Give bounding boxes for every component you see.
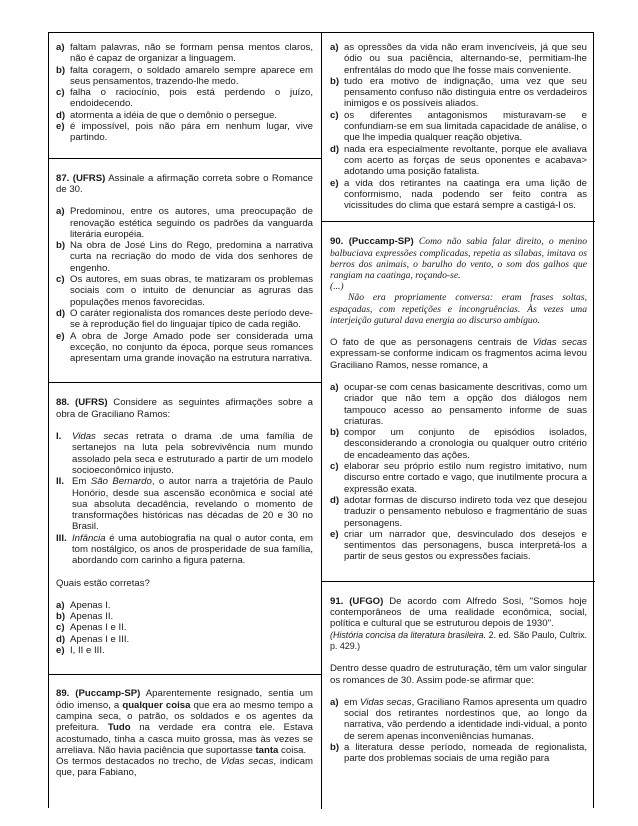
option-c: c) Os autores, em suas obras, te matizaram os problemas sociais com o intuito de denunciar as agruras das populações menos favorecidas.: [56, 274, 313, 308]
option-c: c) Apenas I e II.: [56, 622, 127, 634]
question-stem: Os termos destacados no trecho, de Vidas secas, indicam que, para Fabiano,: [56, 756, 313, 779]
option-b: b) compor um conjunto de episódios isolados, desconsiderando a cronologia ou qualquer outro critério de encadeamento das ações.: [330, 427, 587, 461]
option-d: d) atormenta a idéia de que o demônio o persegue.: [56, 109, 277, 121]
option-a: a) faltam palavras, não se formam pensa mentos claros, não é capaz de organizar a linguagem.: [56, 42, 313, 65]
right-block1-options: [330, 42, 587, 211]
separator: [49, 158, 321, 159]
left-column: [49, 33, 321, 779]
option-b: b) a literatura desse período, nomeada de regionalista, parte dos problemas sociais de uma região para: [330, 741, 587, 765]
question-stem: 91. (UFGO) De acordo com Alfredo Sosi, "Somos hoje contemporâneos de uma realidade econômica, social, política e cultural que se estruturou depois de 1930".: [330, 595, 587, 630]
quote-ellipsis: (...): [330, 281, 344, 293]
question-89: [56, 688, 313, 778]
right-column: [322, 33, 595, 765]
source-citation: (História concisa da literatura brasileira. 2. ed. São Paulo, Cultrix. p. 429.): [330, 629, 587, 651]
option-b: b) falta coragem, o soldado amarelo sempre aparece em seus pensamentos, trazendo-lhe medo.: [56, 64, 313, 87]
question-88: [56, 397, 313, 656]
statement-i: I. Vidas secas retrata o drama .de uma família de sertanejos na luta pela sobrevivência num mundo assolado pela seca e estruturado a partir de um modelo socioeconômico injusto.: [56, 431, 314, 476]
option-d: d) nada era especialmente revoltante, porque ele avaliava com acerto as forças de seus oponentes e acabava> adotando uma posição fatalista.: [330, 143, 587, 178]
left-block1-options: [56, 42, 313, 144]
exam-frame: [48, 32, 594, 808]
question-quote-continued: Não era propriamente conversa: eram frases soltas, espaçadas, com repetições e incongruências. Às vezes uma interjeição gutural dava energia ao discurso ambíguo.: [330, 292, 587, 326]
option-d: d) O caráter regionalista dos romances deste período deve-se à reprodução fiel do linguajar típico de cada região.: [56, 307, 313, 331]
option-d: d) Apenas I e III.: [56, 633, 130, 645]
separator: [49, 674, 321, 675]
option-c: c) falha o raciocínio, pois está perdendo o juízo, endoidecendo.: [56, 87, 313, 110]
question-90: [330, 236, 587, 562]
question-quote: 90. (Puccamp-SP) Como não sabia falar direito, o menino balbuciava expressões complicadas, repetia as sílabas, imitava os berros dos animais, o barulho do vento, o som dos galhos que rangiam na caatinga, roçando-se.: [330, 236, 587, 282]
option-c: c) os diferentes antagonismos misturavam-se e confundiam-se em sua limitada capacidade de análise, o que lhe impedia qualquer reação objetiva.: [330, 109, 587, 144]
option-c: c) elaborar seu próprio estilo num registro imitativo, num discurso entre cortado e vago, que inutilmente procura a expressão exata.: [330, 461, 587, 495]
option-b: b) Na obra de José Lins do Rego, predomina a narrativa curta na recriação do modo de vida dos senhores de engenho.: [56, 240, 313, 274]
question-stem: 87. (UFRS) Assinale a afirmação correta sobre o Romance de 30.: [56, 172, 313, 195]
option-a: a) Apenas I.: [56, 599, 111, 611]
option-b: b) tudo era motivo de indignação, uma vez que seu pensamento confuso não distinguia entre os verdadeiros inimigos e os possíveis aliados.: [330, 75, 587, 110]
option-e: e) I, II e III.: [56, 645, 105, 657]
option-a: a) ocupar-se com cenas basicamente descritivas, como um criador que não tem a opção dos diálogos nem tampouco acesso ao pensamento informe de suas criaturas.: [330, 381, 587, 427]
question-stem: O fato de que as personagens centrais de Vidas secas expressam-se conforme indicam os fragmentos acima levou Graciliano Ramos, nesse romance, a: [330, 337, 587, 371]
statement-ii: II. Em São Bernardo, o autor narra a trajetória de Paulo Honório, desde sua ascensão econômica e social até sua absoluta decadência, revelando o momento de transformações históricas nas décadas de 20 e 30 no Brasil.: [56, 476, 314, 533]
option-e: e) é impossível, pois não pára em nenhum lugar, vive partindo.: [56, 121, 313, 144]
statement-iii: III. Infância é uma autobiografia na qual o autor conta, em tom nostálgico, os anos de prosperidade de sua família, abordando com carinho a figura paterna.: [56, 532, 313, 567]
separator: [49, 382, 321, 383]
option-a: a) Predominou, entre os autores, uma preocupação de renovação estética seguindo os padrões da vanguarda literária européia.: [56, 206, 313, 240]
option-a: a) as opressões da vida não eram invencíveis, já que seu ódio ou sua paciência, alternando-se, permitiam-lhe enfrentálas do modo que lhe fosse mais conveniente.: [330, 42, 587, 76]
question-passage: 89. (Puccamp-SP) Aparentemente resignado, sentia um ódio imenso, a qualquer coisa que era ao mesmo tempo a campina seca, o patrão, os soldados e os agentes da prefeitura. Tudo na verdade era contra ele. Estava acostumado, tinha a casca muito grossa, mas às vezes se arreliava. Não havia paciência que suportasse tanta coisa.: [56, 688, 313, 756]
question-87: [56, 173, 313, 365]
question-prompt: Quais estão corretas?: [56, 577, 150, 589]
question-91: [330, 596, 587, 765]
separator: [322, 221, 595, 222]
question-stem: 88. (UFRS) Considere as seguintes afirmações sobre a obra de Graciliano Ramos:: [56, 397, 314, 420]
option-e: e) criar um narrador que, desvinculado dos desejos e sentimentos das personagens, busca interpretá-los a partir de seus gestos ou expressões faciais.: [330, 528, 587, 563]
option-d: d) adotar formas de discurso indireto toda vez que desejou traduzir o pensamento nebuloso e fragmentário de suas personagens.: [330, 494, 587, 529]
question-prompt: Dentro desse quadro de estruturação, têm um valor singular os romances de 30. Assim pode-se afirmar que:: [330, 663, 587, 686]
option-e: e) A obra de Jorge Amado pode ser considerada uma exceção, no conjunto da época, porque seus romances apresentam uma grande inovação na estrutura narrativa.: [56, 330, 313, 365]
option-e: e) a vida dos retirantes na caatinga era uma lição de conformismo, nada podendo ser feito contra as vicissitudes do clima que estará sempre a castigá-l os.: [330, 177, 587, 212]
option-b: b) Apenas II.: [56, 611, 114, 623]
separator: [322, 581, 595, 582]
option-a: a) em Vidas secas, Graciliano Ramos apresenta um quadro social dos retirantes nordestinos que, ao longo da narrativa, vão perdendo a identidade indi-vidual, a ponto de serem apenas inconveniências humanas.: [330, 696, 588, 742]
